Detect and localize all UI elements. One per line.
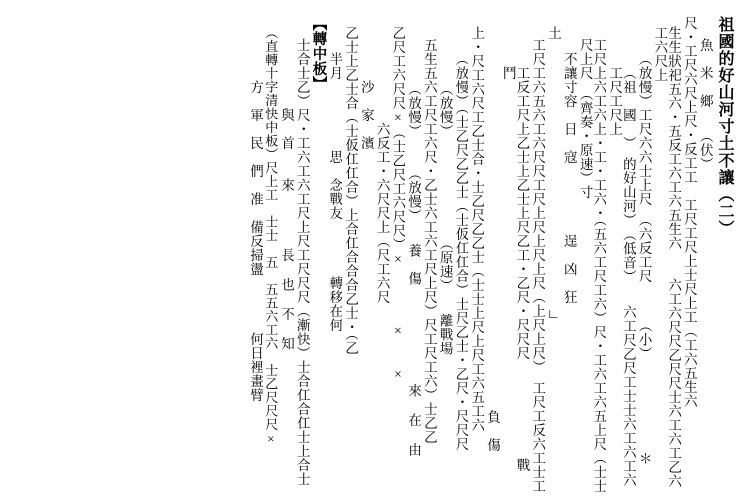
score-column-6: （祖 國 ） 的好山河） （低音） 六工尺乙尺工士士六工六工六工尺工尺上 [607,66,636,487]
score-column-17: （放慢） （放慢） 養 傷 來 在 由 [406,82,422,457]
score-column-11: 工反工尺上乙士上乙士上尺乙工・乙尺・尺尺尺 戰 鬥 [500,66,530,486]
score-column-16: 五生五六工尺工六尺・乙士六工六工尺上尺）尺工尺工六）士乙乙 [421,38,437,444]
score-column-21: 乙士上乙士合（士仮仜仜合）上合仜合合合乙士・（乙 [343,26,359,356]
score-column-2: 魚 米 鄉 （伏） [697,38,713,172]
score-column-20: 沙 家 濱 [358,66,374,150]
score-column-19: 六反工・六尺尺上（尺工六尺 [374,38,390,304]
score-column-26: （直轉十字清快中板）尺上工 士士 五 五五六工六 士乙尺尺尺× [263,26,279,447]
score-column-18: 乙尺工六尺尺×（士乙尺工六尺尺）× × × [390,26,406,382]
score-column-13: 上・尺工六尺工乙士合・士乙尺乙乙士（士士上尺上尺工六五工六 [469,26,485,432]
score-column-9: 土 ∟ [546,26,562,322]
score-column-12: 負 傷 [484,116,500,452]
score-column-10: 工尺工六五六工六尺尺工尺上尺上尺上尺（上尺上尺） 工尺工反六工士工 [530,38,546,494]
score-column-7: 工尺上六工六上・工・工六・（五六工尺工六）尺・工六工六五上尺（士士尺上尺 （齊奏・原速）寸 [577,38,607,494]
score-column-3: 尺・工尺六尺上尺・反工工 工尺工尺上士尺上工（工六五生六 [681,16,697,408]
score-column-24: 士合士乙）尺・工六工六工尺上尺工尺尺尺（漸快）士合仜合仜士上合士 [294,38,310,486]
score-column-5: （放慢）工尺六六士上尺 （六反工尺 （小） ＊ [636,52,652,466]
score-title: 祖國的好山河寸土不讓（二） [716,16,733,237]
score-column-15: （放慢） （原速） 離戰場 [437,82,453,356]
section-heading-zhuan-zhong-ban: 【轉中板】 [310,16,327,91]
score-column-8: 不讓寸容 日 寇 逞 凶 狂 [561,52,577,304]
score-column-27: 方 軍 民 們 准 備反掃盪 何日裡畫臂 [247,66,263,402]
score-column-22: 半月 思 念戰友 轉移在何 [327,52,343,332]
score-column-25: 與 首 來 長 也 不 知 [279,66,294,351]
score-column-14: （放慢）（士乙尺乙乙士（士仮仜仜合）士尺乙士・乙尺・尺尺尺 [453,52,469,452]
score-column-4: 生生狀祀五六・五反工六工六五生六 六工六尺尺乙尺尺士六工六工乙六工六尺上 [652,26,682,488]
